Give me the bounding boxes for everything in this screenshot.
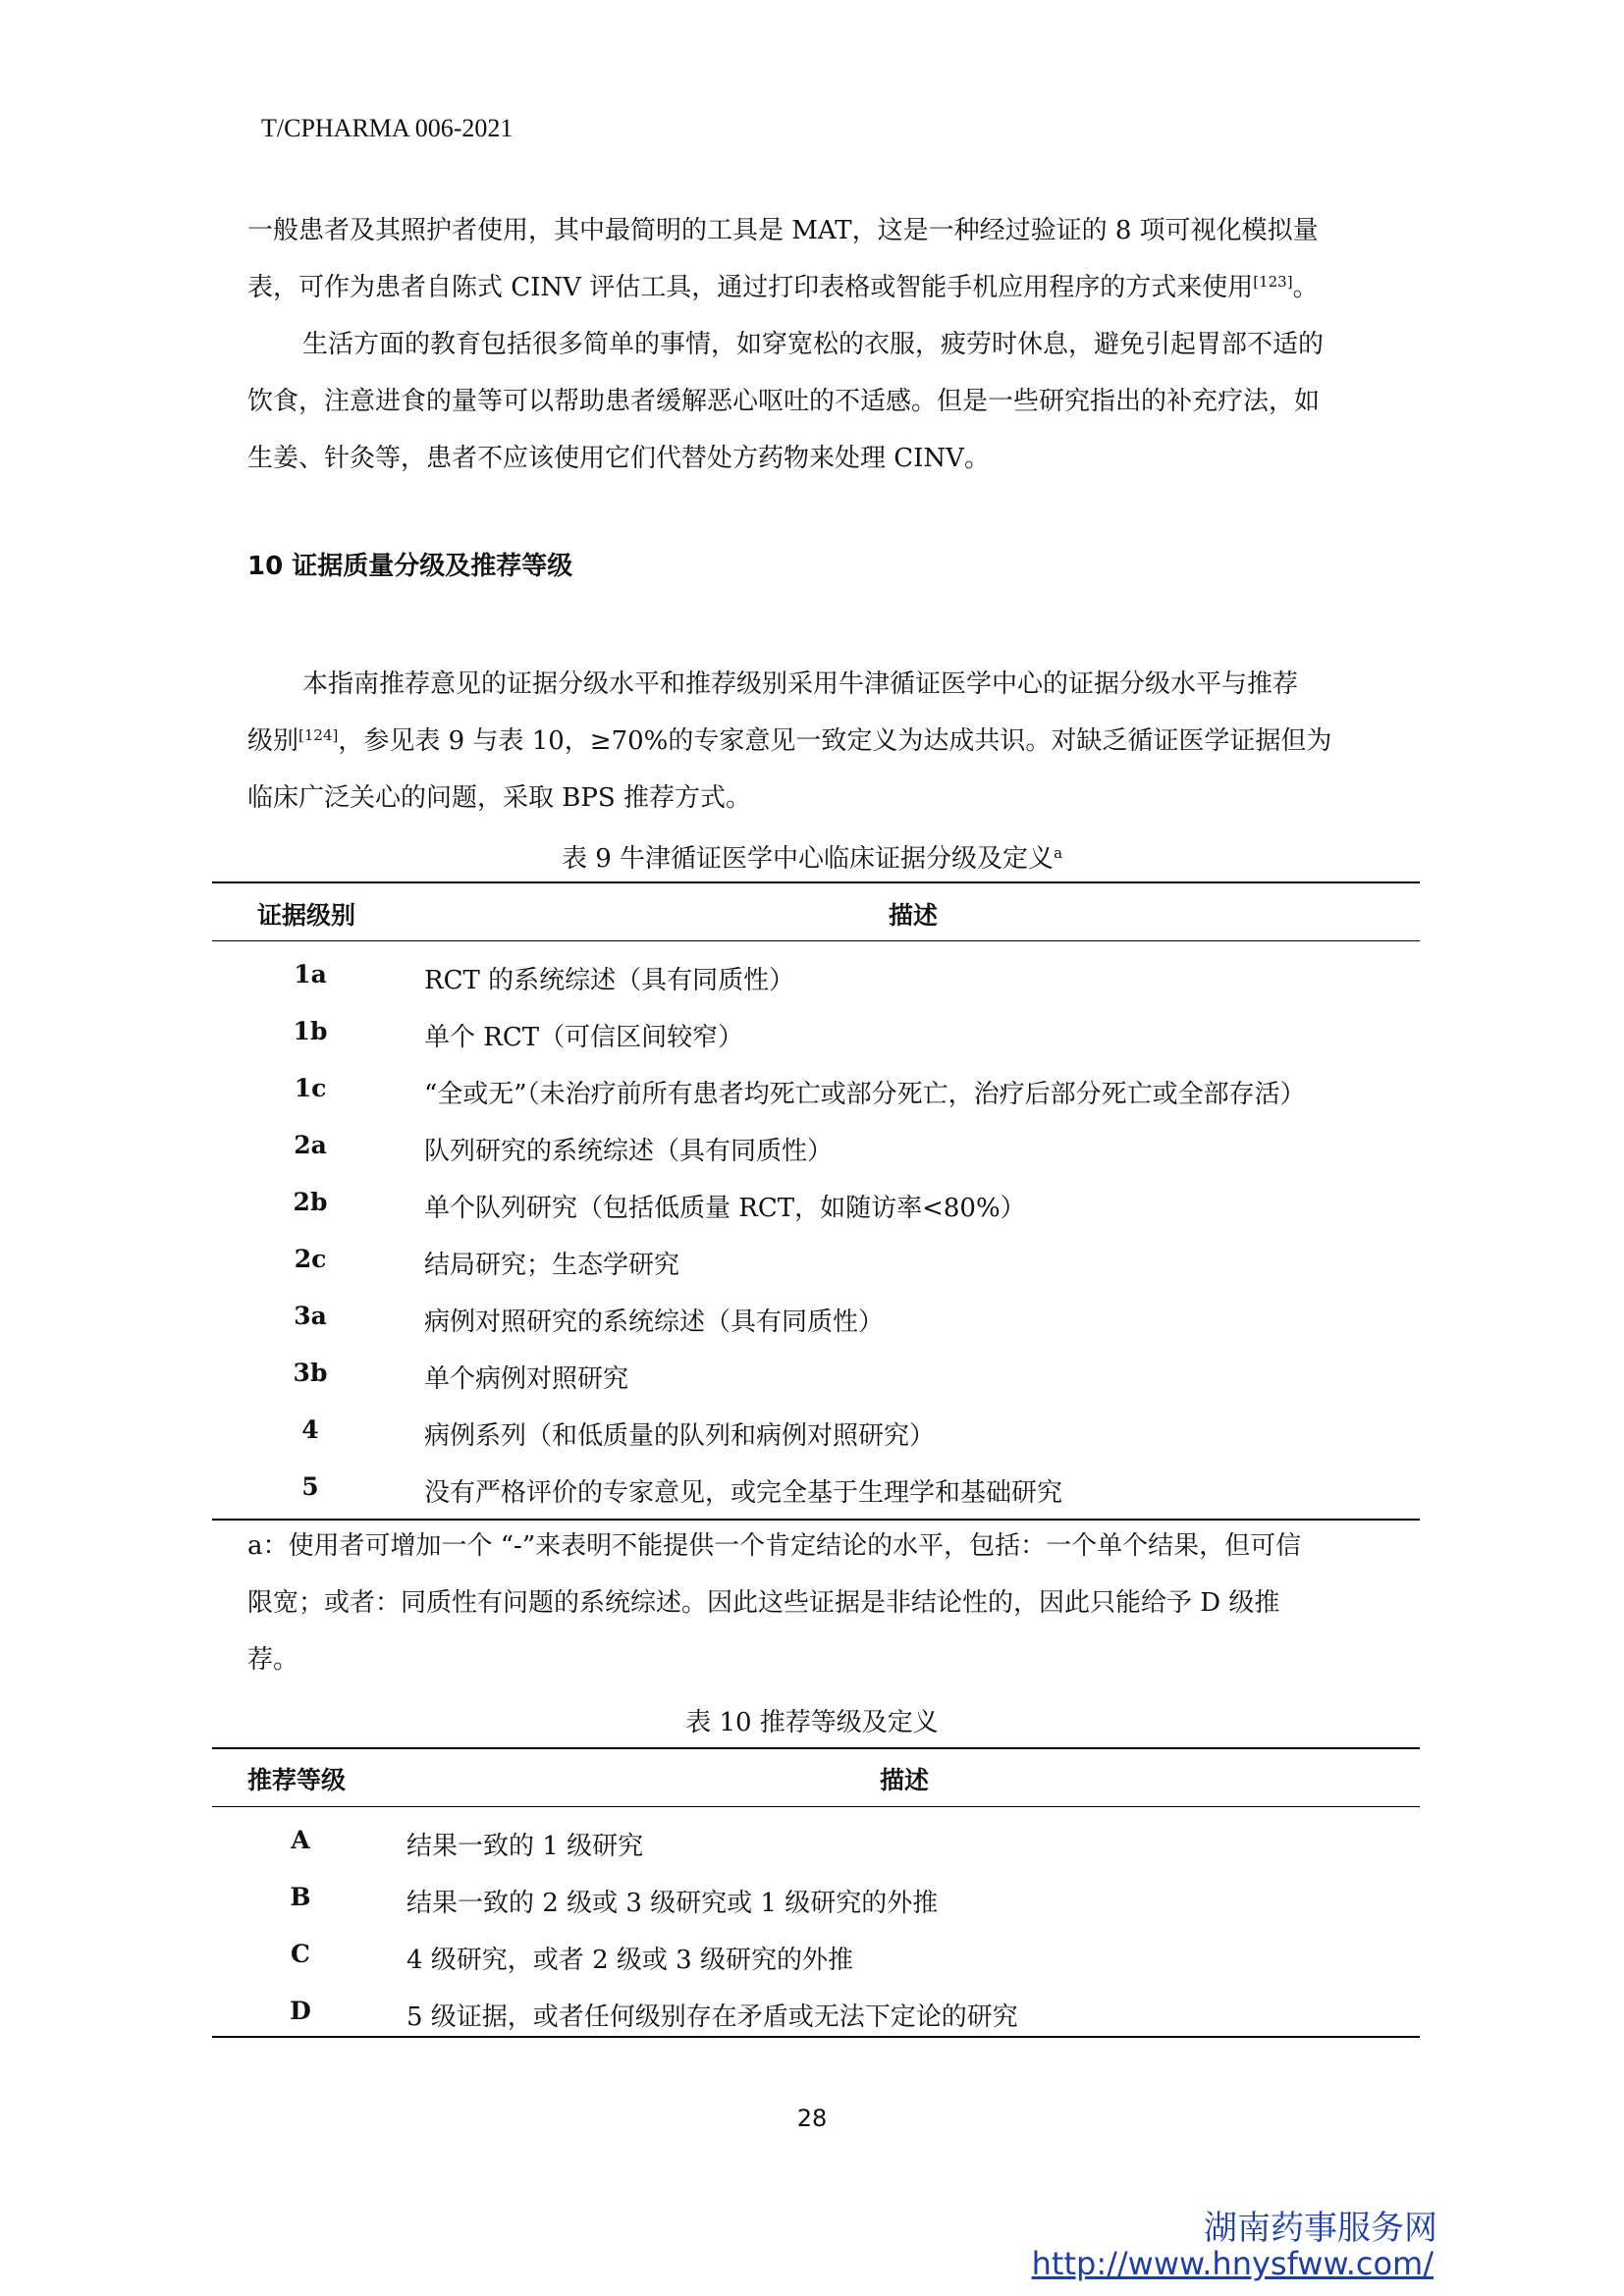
recommendation-description: 5 级证据，或者任何级别存在矛盾或无法下定论的研究 [406,2002,1018,2032]
evidence-level: 2b [293,1188,328,1216]
table-row [212,1290,1420,1347]
table-row [212,1461,1420,1518]
table-row [212,1176,1420,1233]
evidence-level: 2a [294,1131,327,1159]
table-9-header-description: 描述 [889,901,939,930]
evidence-level: 1b [293,1017,328,1045]
recommendation-grade: A [291,1826,310,1854]
recommendation-description: 结果一致的 2 级或 3 级研究或 1 级研究的外推 [406,1889,939,1918]
evidence-level: 4 [301,1415,319,1444]
table-10-header-grade: 推荐等级 [247,1766,347,1794]
table-row [212,1005,1420,1062]
table-9-footnote-line-2: 限宽；或者：同质性有问题的系统综述。因此这些证据是非结论性的，因此只能给予 D 级推 [247,1588,1280,1618]
table-9-footnote [247,1518,1394,1688]
table-10-header-rule [212,1806,1420,1807]
paragraph-1-line-2: 表，可作为患者自陈式 CINV 评估工具，通过打印表格或智能手机应用程序的方式来使用[123]。 [247,273,1319,302]
evidence-description: 病例系列（和低质量的队列和病例对照研究） [424,1421,936,1451]
table-row [212,1928,1420,1985]
evidence-level: 5 [301,1472,319,1501]
paragraph-2-line-3: 生姜、针灸等，患者不应该使用它们代替处方药物来处理 CINV。 [247,444,990,473]
recommendation-description: 4 级研究，或者 2 级或 3 级研究的外推 [406,1946,853,1975]
paragraph-3-line-2: 级别[124]，参见表 9 与表 10，≥70%的专家意见一致定义为达成共识。对缺乏循证医学证据但为 [247,726,1332,756]
table-row [212,1119,1420,1176]
table-9-header-rule [212,940,1420,941]
table-9-footnote-line-1: a：使用者可增加一个 “-”来表明不能提供一个肯定结论的水平，包括：一个单个结果，但可信 [247,1531,1302,1561]
paragraph-3-line-3: 临床广泛关心的问题，采取 BPS 推荐方式。 [247,783,751,813]
recommendation-description: 结果一致的 1 级研究 [406,1832,644,1861]
recommendation-grade: D [290,1997,311,2025]
document-standard-code: T/CPHARMA 006-2021 [261,114,514,142]
evidence-description: “全或无”（未治疗前所有患者均死亡或部分死亡，治疗后部分死亡或全部存活） [424,1080,1306,1109]
paragraph-2-line-2: 饮食，注意进食的量等可以帮助患者缓解恶心呕吐的不适感。但是一些研究指出的补充疗法，如 [247,387,1321,416]
table-row [212,948,1420,1005]
page-number: 28 [796,2105,828,2132]
table-9-top-rule [212,881,1420,883]
paragraph-2-line-1: 生活方面的教育包括很多简单的事情，如穿宽松的衣服，疲劳时休息，避免引起胃部不适的 [302,330,1325,359]
paragraph-1-line-1: 一般患者及其照护者使用，其中最简明的工具是 MAT，这是一种经过验证的 8 项可视化模拟量 [247,216,1319,245]
paragraph-2 [247,316,1394,487]
evidence-description: RCT 的系统综述（具有同质性） [424,966,795,995]
table-9-caption: 表 9 牛津循证医学中心临床证据分级及定义$^a$ [561,844,1063,874]
evidence-description: 结局研究；生态学研究 [424,1251,680,1280]
evidence-level: 3b [293,1359,328,1387]
watermark-site-name: 湖南药事服务网 [1204,2209,1437,2248]
table-row [212,1985,1420,2042]
evidence-level: 1c [294,1074,327,1102]
evidence-description: 病例对照研究的系统综述（具有同质性） [424,1308,885,1337]
paragraph-1 [247,202,1394,316]
citation-ref-123: [123] [1253,273,1293,291]
section-heading: 10 证据质量分级及推荐等级 [247,552,573,581]
evidence-level: 3a [294,1302,327,1330]
table-10-bottom-rule [212,2036,1420,2038]
evidence-level: 2c [294,1245,327,1273]
watermark-url-link[interactable]: http://www.hnysfww.com/ [1031,2245,1434,2282]
paragraph-3-line-1: 本指南推荐意见的证据分级水平和推荐级别采用牛津循证医学中心的证据分级水平与推荐 [302,669,1299,699]
evidence-description: 单个队列研究（包括低质量 RCT，如随访率<80%） [424,1194,1026,1223]
table-10-header-description: 描述 [880,1766,930,1794]
evidence-description: 单个 RCT（可信区间较窄） [424,1023,744,1052]
evidence-description: 队列研究的系统综述（具有同质性） [424,1137,834,1166]
table-row [212,1347,1420,1404]
recommendation-grade: C [291,1940,310,1968]
citation-ref-124: [124] [298,726,339,744]
evidence-description: 单个病例对照研究 [424,1364,629,1394]
table-row [212,1062,1420,1119]
table-10-top-rule [212,1747,1420,1749]
table-9-caption-note-mark: a [1054,844,1063,862]
recommendation-grade: B [290,1883,311,1911]
paragraph-3 [247,656,1394,827]
table-row [212,1404,1420,1461]
evidence-level: 1a [294,960,327,988]
table-row [212,1814,1420,1871]
table-9-header-level: 证据级别 [257,901,356,930]
table-row [212,1871,1420,1928]
table-row [212,1233,1420,1290]
table-10-caption: 表 10 推荐等级及定义 [685,1708,939,1737]
evidence-description: 没有严格评价的专家意见，或完全基于生理学和基础研究 [424,1478,1063,1508]
table-9-footnote-line-3: 荐。 [247,1645,299,1675]
